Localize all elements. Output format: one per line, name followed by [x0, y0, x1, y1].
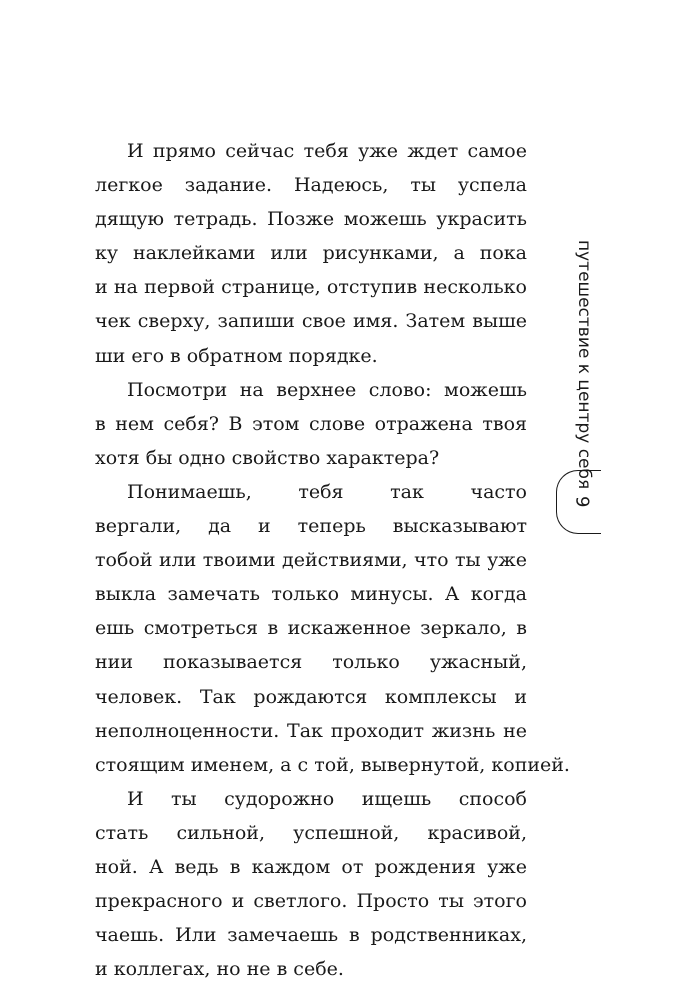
text-line: ешь смотреться в искаженное зеркало, в [95, 617, 527, 640]
text-line: и на первой странице, отступив несколько [95, 276, 527, 299]
text-line: чаешь. Или замечаешь в родственниках, [95, 924, 527, 947]
paragraph [95, 782, 527, 987]
text-line: хотя бы одно свойство характера? [95, 446, 440, 469]
text-line: нии показывается только ужасный, [95, 651, 527, 674]
paragraph [95, 475, 570, 782]
body-text [95, 134, 570, 986]
text-line: неполноценности. Так проходит жизнь не [95, 719, 527, 742]
text-line: прекрасного и светлого. Просто ты этого [95, 890, 527, 913]
page-number-tab [556, 470, 601, 534]
text-line: дящую тетрадь. Позже можешь украсить [95, 208, 527, 231]
text-line: тобой или твоими действиями, что ты уже [95, 549, 527, 572]
text-line: в нем себя? В этом слове отражена твоя [95, 412, 527, 435]
text-line: Понимаешь, тебя так часто [127, 480, 527, 503]
text-line: И прямо сейчас тебя уже ждет самое [127, 140, 527, 162]
text-line: ной. А ведь в каждом от рождения уже [95, 855, 527, 878]
running-title [570, 240, 598, 490]
text-line: И ты судорожно ищешь способ [127, 787, 527, 810]
text-line: стоящим именем, а с той, вывернутой, копией. [95, 753, 570, 776]
text-line: легкое задание. Надеюсь, ты успела [95, 174, 527, 197]
text-line: выкла замечать только минусы. А когда [95, 583, 527, 606]
text-line: вергали, да и теперь высказывают [95, 515, 527, 538]
page-number: 9 [571, 496, 593, 508]
text-line: стать сильной, успешной, красивой, [95, 821, 527, 844]
text-line: и коллегах, но не в себе. [95, 958, 344, 981]
text-line: человек. Так рождаются комплексы и [95, 685, 527, 708]
paragraph [95, 134, 527, 373]
paragraph [95, 373, 527, 475]
text-line: ши его в обратном порядке. [95, 344, 378, 367]
running-title-text: путешествие к центру себя [574, 240, 594, 490]
text-line: чек сверху, запиши свое имя. Затем выше [95, 310, 527, 333]
side-rail [556, 0, 612, 1001]
text-line: Посмотри на верхнее слово: можешь [127, 378, 527, 401]
text-line: ку наклейками или рисунками, а пока [95, 242, 527, 265]
